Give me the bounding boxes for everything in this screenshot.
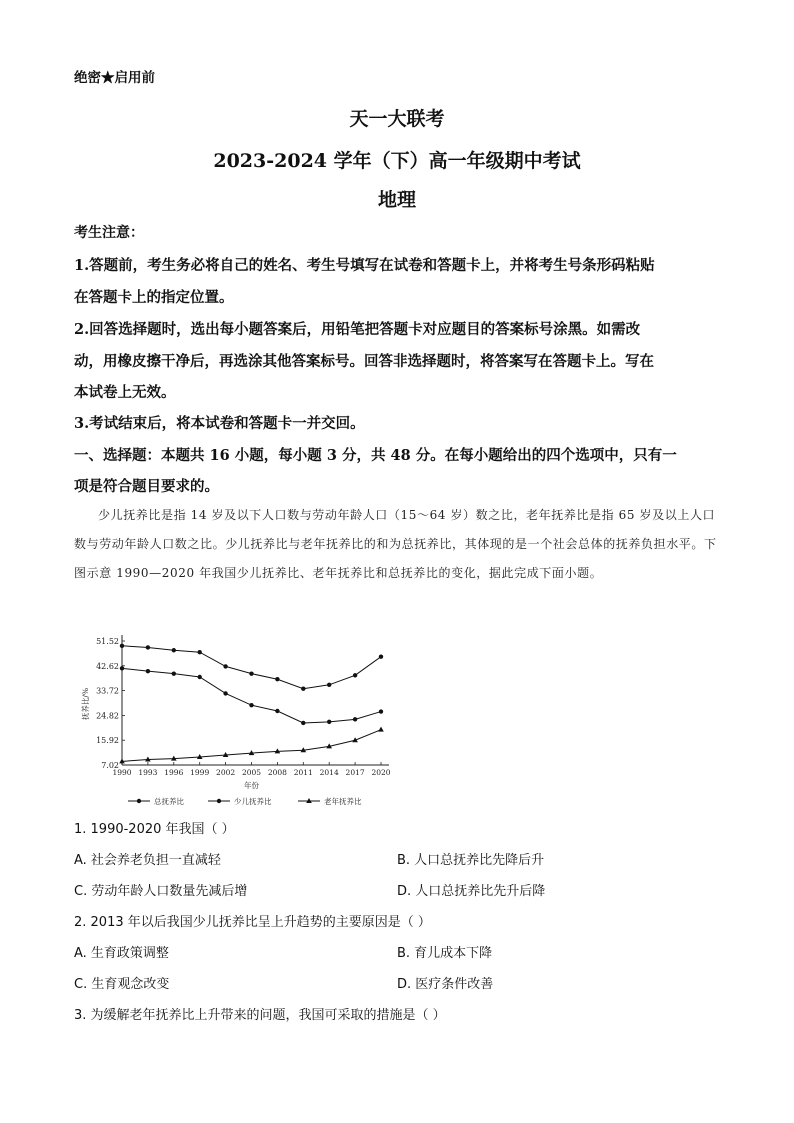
data-point bbox=[146, 669, 150, 673]
chart-axes bbox=[122, 635, 389, 765]
confidential-label: 绝密★启用前 bbox=[74, 70, 155, 86]
q2-option-b[interactable]: B. 育儿成本下降 bbox=[397, 946, 493, 961]
dependency-ratio-chart bbox=[78, 628, 398, 814]
series-line bbox=[122, 730, 381, 762]
data-point bbox=[379, 709, 383, 713]
data-point bbox=[172, 671, 176, 675]
data-point bbox=[301, 721, 305, 725]
chart-legend bbox=[128, 796, 362, 806]
legend-label: 老年抚养比 bbox=[324, 797, 362, 806]
series-line bbox=[122, 668, 381, 723]
q2-option-d[interactable]: D. 医疗条件改善 bbox=[397, 977, 494, 992]
legend-label: 总抚养比 bbox=[154, 797, 184, 806]
data-point bbox=[223, 664, 227, 668]
x-tick-label: 1999 bbox=[190, 768, 210, 777]
data-point bbox=[249, 671, 253, 675]
data-point bbox=[275, 677, 279, 681]
data-point bbox=[172, 648, 176, 652]
data-point bbox=[198, 650, 202, 654]
x-tick-label: 2011 bbox=[293, 768, 313, 777]
data-point bbox=[327, 683, 331, 687]
data-point bbox=[378, 727, 384, 732]
subject-title: 地理 bbox=[377, 189, 416, 211]
data-point bbox=[379, 654, 383, 658]
x-tick-label: 2020 bbox=[371, 768, 391, 777]
q2-option-c[interactable]: C. 生育观念改变 bbox=[74, 977, 170, 992]
x-axis-label: 年份 bbox=[244, 781, 259, 790]
q1-option-b[interactable]: B. 人口总抚养比先降后升 bbox=[397, 853, 545, 868]
data-point bbox=[146, 645, 150, 649]
y-tick-label: 51.52 bbox=[96, 637, 119, 646]
data-point bbox=[275, 709, 279, 713]
notice-line: 在答题卡上的指定位置。 bbox=[74, 289, 234, 306]
chart-ticks bbox=[80, 637, 391, 790]
q2-option-a[interactable]: A. 生育政策调整 bbox=[74, 946, 169, 961]
question-2-stem: 2. 2013 年以后我国少儿抚养比呈上升趋势的主要原因是（ ） bbox=[74, 915, 431, 930]
series-老年抚养比 bbox=[119, 727, 384, 764]
notice-line: 本试卷上无效。 bbox=[74, 384, 176, 401]
data-point bbox=[353, 673, 357, 677]
chart-series bbox=[119, 644, 384, 764]
data-point bbox=[223, 691, 227, 695]
x-tick-label: 2014 bbox=[319, 768, 339, 777]
series-总抚养比 bbox=[120, 644, 383, 691]
x-tick-label: 1993 bbox=[138, 768, 158, 777]
q1-option-d[interactable]: D. 人口总抚养比先升后降 bbox=[397, 884, 546, 899]
legend-marker bbox=[217, 799, 221, 803]
legend-marker bbox=[137, 799, 141, 803]
y-tick-label: 7.02 bbox=[101, 761, 119, 770]
question-3-stem: 3. 为缓解老年抚养比上升带来的问题，我国可采取的措施是（ ） bbox=[74, 1008, 446, 1023]
series-line bbox=[122, 646, 381, 689]
x-tick-label: 1996 bbox=[164, 768, 184, 777]
data-point bbox=[120, 644, 124, 648]
data-point bbox=[327, 720, 331, 724]
question-1-stem: 1. 1990-2020 年我国（ ） bbox=[74, 822, 235, 837]
section-heading: 一、选择题：本题共 16 小题，每小题 3 分，共 48 分。在每小题给出的四个选项中，只有一 bbox=[74, 447, 677, 464]
y-tick-label: 15.92 bbox=[96, 736, 119, 746]
notice-heading: 考生注意： bbox=[74, 225, 144, 241]
q1-option-a[interactable]: A. 社会养老负担一直减轻 bbox=[74, 853, 221, 868]
data-point bbox=[353, 717, 357, 721]
exam-title: 2023-2024 学年（下）高一年级期中考试 bbox=[213, 150, 581, 172]
section-heading-cont: 项是符合题目要求的。 bbox=[74, 478, 219, 495]
q1-option-c[interactable]: C. 劳动年龄人口数量先减后增 bbox=[74, 884, 248, 899]
notice-line: 1.答题前，考生务必将自己的姓名、考生号填写在试卷和答题卡上，并将考生号条形码粘贴 bbox=[74, 257, 655, 274]
data-point bbox=[249, 703, 253, 707]
notice-line: 动，用橡皮擦干净后，再选涂其他答案标号。回答非选择题时，将答案写在答题卡上。写在 bbox=[74, 353, 654, 370]
notice-line: 2.回答选择题时，选出每小题答案后，用铅笔把答题卡对应题目的答案标号涂黑。如需改 bbox=[74, 321, 641, 338]
legend-label: 少儿抚养比 bbox=[234, 797, 272, 806]
passage-text: 少儿抚养比是指 14 岁及以下人口数与劳动年龄人口（15～64 岁）数之比，老年抚养比是指 65 岁及以上人口数与劳动年龄人口数之比。少儿抚养比与老年抚养比的和为总抚养比，其体现的是一个社会总体的抚养负担水平。下图示意 1990—2020 年我国少儿抚养比、老年抚养比和总抚养比的变化，据此完成下面小题。 bbox=[74, 508, 717, 580]
x-tick-label: 2017 bbox=[345, 768, 365, 777]
x-tick-label: 1990 bbox=[112, 768, 132, 777]
y-tick-label: 24.82 bbox=[96, 711, 119, 721]
y-tick-label: 33.72 bbox=[96, 686, 119, 696]
exam-union-title: 天一大联考 bbox=[349, 108, 445, 130]
data-point bbox=[301, 687, 305, 691]
data-point bbox=[198, 675, 202, 679]
notice-line: 3.考试结束后，将本试卷和答题卡一并交回。 bbox=[74, 415, 365, 432]
data-point bbox=[120, 666, 124, 670]
x-tick-label: 2008 bbox=[267, 768, 287, 777]
x-tick-label: 2005 bbox=[241, 768, 262, 777]
y-axis-label: 抚养比/% bbox=[81, 687, 90, 721]
y-tick-label: 42.62 bbox=[96, 661, 119, 671]
x-tick-label: 2002 bbox=[216, 768, 236, 777]
